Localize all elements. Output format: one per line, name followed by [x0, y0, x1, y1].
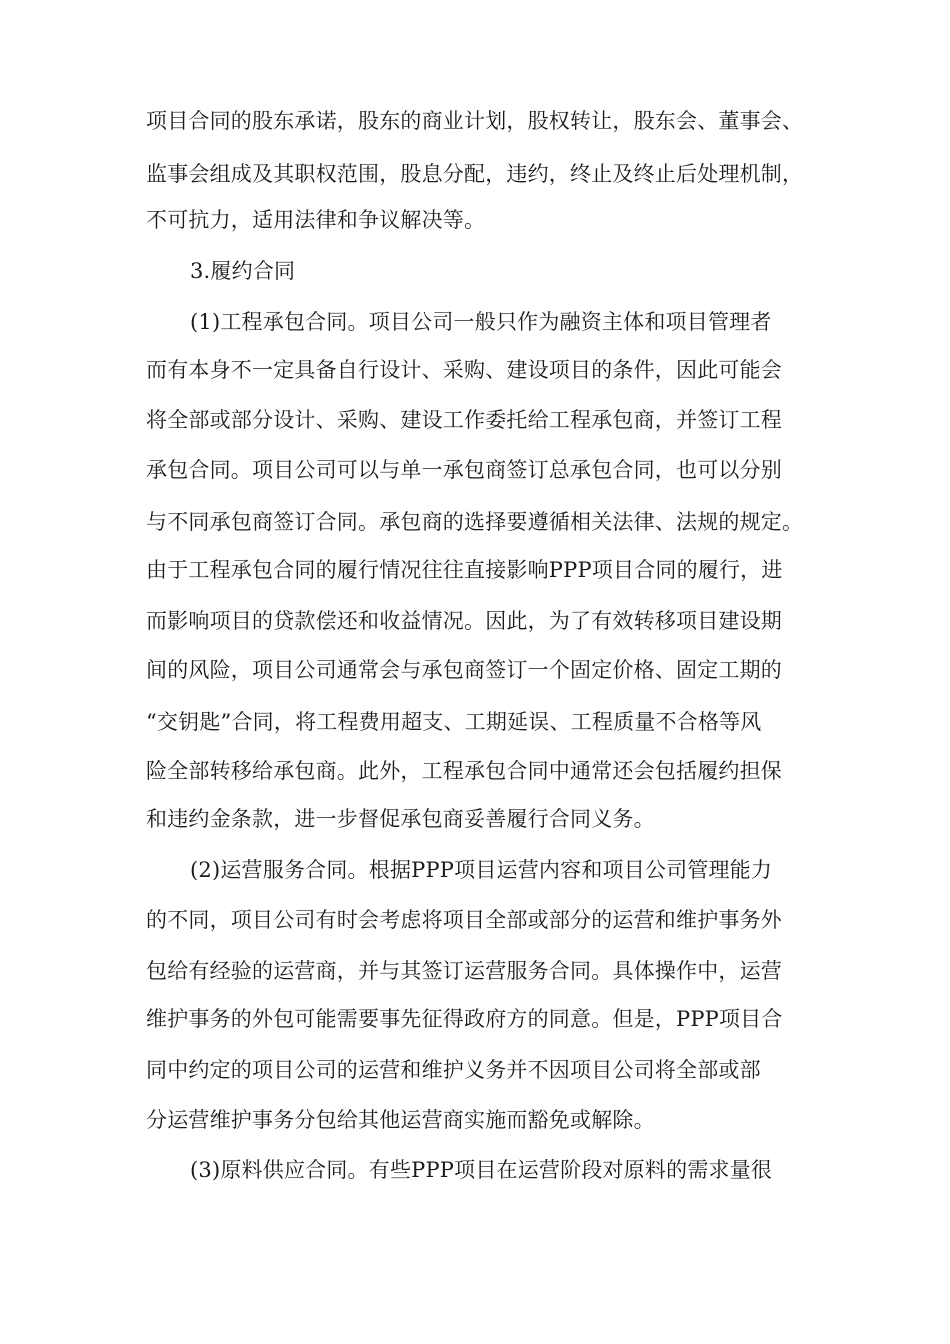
text-line: 由于工程承包合同的履行情况往往直接影响PPP项目合同的履行，进 [146, 558, 783, 582]
text-line: 而影响项目的贷款偿还和收益情况。因此，为了有效转移项目建设期 [146, 609, 782, 633]
text-line: 而有本身不一定具备自行设计、采购、建设项目的条件，因此可能会 [146, 358, 782, 382]
text-line: 间的风险，项目公司通常会与承包商签订一个固定价格、固定工期的 [146, 658, 782, 682]
text-line: 险全部转移给承包商。此外，工程承包合同中通常还会包括履约担保 [146, 759, 782, 783]
text-line: (3)原料供应合同。有些PPP项目在运营阶段对原料的需求量很 [190, 1158, 773, 1182]
text-line: 同中约定的项目公司的运营和维护义务并不因项目公司将全部或部 [146, 1058, 761, 1082]
section-heading: 3.履约合同 [190, 259, 296, 283]
text-line: 不可抗力，适用法律和争议解决等。 [146, 208, 486, 232]
text-line: 与不同承包商签订合同。承包商的选择要遵循相关法律、法规的规定。 [146, 510, 804, 534]
text-line: 维护事务的外包可能需要事先征得政府方的同意。但是，PPP项目合 [146, 1007, 783, 1031]
text-line: 和违约金条款，进一步督促承包商妥善履行合同义务。 [146, 807, 655, 831]
text-line: (1)工程承包合同。项目公司一般只作为融资主体和项目管理者 [190, 310, 772, 334]
text-line: 监事会组成及其职权范围，股息分配，违约，终止及终止后处理机制， [146, 162, 804, 186]
text-line: 承包合同。项目公司可以与单一承包商签订总承包合同，也可以分别 [146, 458, 782, 482]
text-line: (2)运营服务合同。根据PPP项目运营内容和项目公司管理能力 [190, 858, 773, 882]
text-line: 将全部或部分设计、采购、建设工作委托给工程承包商，并签订工程 [146, 408, 782, 432]
text-line: 的不同，项目公司有时会考虑将项目全部或部分的运营和维护事务外 [146, 908, 782, 932]
text-line: 分运营维护事务分包给其他运营商实施而豁免或解除。 [146, 1108, 655, 1132]
text-line: 项目合同的股东承诺，股东的商业计划，股权转让，股东会、董事会、 [146, 109, 804, 133]
text-line: “交钥匙”合同，将工程费用超支、工期延误、工程质量不合格等风 [146, 710, 762, 734]
text-line: 包给有经验的运营商，并与其签订运营服务合同。具体操作中，运营 [146, 959, 782, 983]
